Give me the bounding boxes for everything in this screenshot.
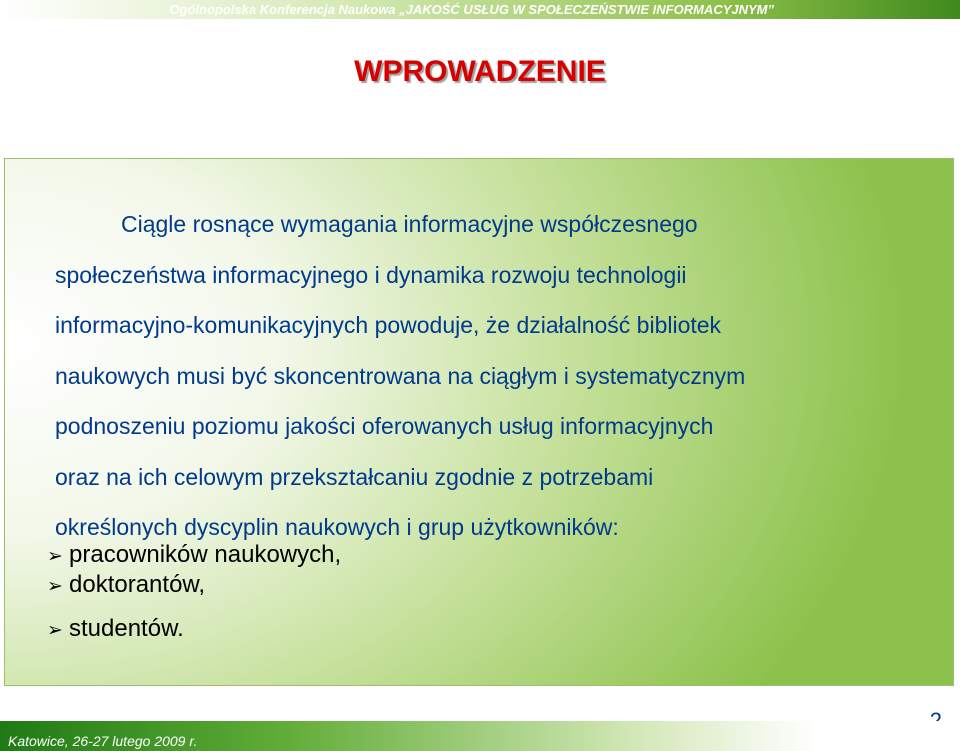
paragraph-line: podnoszeniu poziomu jakości oferowanych usług informacyjnych <box>55 413 714 439</box>
bullet-text: doktorantów, <box>69 571 206 598</box>
paragraph-line: naukowych musi być skoncentrowana na ciągłym i systematycznym <box>55 362 746 389</box>
paragraph-line: społeczeństwa informacyjnego i dynamika rozwoju technologii <box>55 261 687 288</box>
paragraph-line: oraz na ich celowym przekształcaniu zgodnie z potrzebami <box>55 463 654 490</box>
conference-name: Ogólnopolska Konferencja Naukowa „JAKOŚĆ USŁUG W SPOŁECZEŃSTWIE INFORMACYJNYM” <box>169 2 774 17</box>
intro-paragraph <box>55 199 935 553</box>
bullet-text: studentów. <box>69 615 184 642</box>
paragraph-line: określonych dyscyplin naukowych i grup użytkowników: <box>55 514 619 540</box>
footer-location-date: Katowice, 26-27 lutego 2009 r. <box>8 733 198 749</box>
header-bar <box>0 0 960 19</box>
paragraph-line: informacyjno-komunikacyjnych powoduje, że działalność bibliotek <box>55 312 722 338</box>
bullet-text: pracowników naukowych, <box>69 541 342 568</box>
arrow-bullet-icon: ➢ <box>47 546 63 567</box>
bullet-item <box>47 541 341 569</box>
paragraph-line: Ciągle rosnące wymagania informacyjne współczesnego <box>121 211 698 237</box>
arrow-bullet-icon: ➢ <box>47 576 63 597</box>
page-title: WPROWADZENIE <box>354 55 606 88</box>
footer-bar <box>0 721 960 751</box>
arrow-bullet-icon: ➢ <box>47 620 63 641</box>
bullet-item <box>47 615 184 643</box>
content-box <box>4 158 954 686</box>
bullet-item <box>47 571 205 599</box>
